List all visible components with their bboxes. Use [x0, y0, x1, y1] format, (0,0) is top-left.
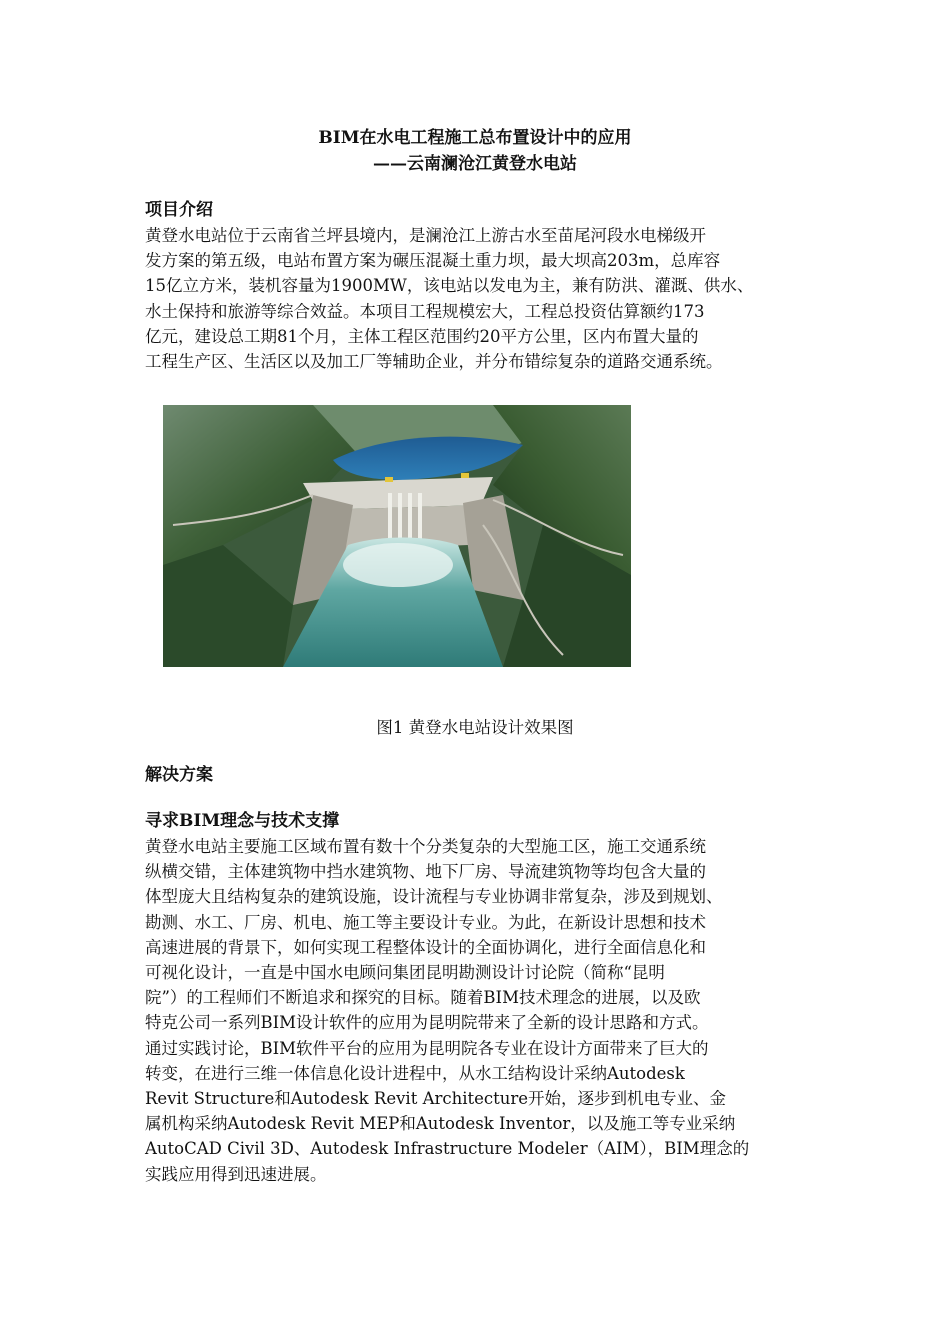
bim-line: 通过实践讨论，BIM软件平台的应用为昆明院各专业在设计方面带来了巨大的 — [145, 1038, 709, 1058]
bim-line: 黄登水电站主要施工区域布置有数十个分类复杂的大型施工区，施工交通系统 — [145, 837, 706, 856]
intro-section — [145, 198, 825, 374]
bim-line: 勘测、水工、厂房、机电、施工等主要设计专业。为此，在新设计思想和技术 — [145, 912, 706, 932]
intro-line: 工程生产区、生活区以及加工厂等辅助企业，并分布错综复杂的道路交通系统。 — [145, 352, 723, 372]
document-subtitle: ——云南澜沧江黄登水电站 — [373, 154, 577, 174]
intro-line: 黄登水电站位于云南省兰坪县境内，是澜沧江上游古水至苗尾河段水电梯级开 — [145, 226, 706, 245]
bim-heading: 寻求BIM理念与技术支撑 — [145, 811, 340, 831]
bim-line: 体型庞大且结构复杂的建筑设施，设计流程与专业协调非常复杂，涉及到规划、 — [145, 887, 723, 907]
bim-section — [145, 809, 825, 1187]
intro-line: 水土保持和旅游等综合效益。本项目工程规模宏大，工程总投资估算额约173 — [145, 301, 705, 321]
dam-rendering-image — [163, 405, 631, 667]
bim-line: AutoCAD Civil 3D、Autodesk Infrastructure Modeler（AIM），BIM理念的 — [145, 1139, 750, 1159]
intro-heading: 项目介绍 — [145, 200, 213, 220]
bim-line: 院”）的工程师们不断追求和探究的目标。随着BIM技术理念的进展，以及欧 — [145, 988, 701, 1008]
dam-illustration — [163, 405, 631, 667]
title-block — [0, 125, 950, 177]
document-title: BIM在水电工程施工总布置设计中的应用 — [318, 128, 632, 148]
bim-paragraph — [145, 834, 825, 1187]
bim-line: 实践应用得到迅速进展。 — [145, 1164, 327, 1184]
bim-line: 可视化设计，一直是中国水电顾问集团昆明勘测设计讨论院（简称“昆明 — [145, 963, 665, 983]
bim-line: 转变，在进行三维一体信息化设计进程中，从水工结构设计采纳Autodesk — [145, 1063, 685, 1083]
intro-line: 15亿立方米，装机容量为1900MW，该电站以发电为主，兼有防洪、灌溉、供水、 — [145, 276, 754, 296]
bim-line: 特克公司一系列BIM设计软件的应用为昆明院带来了全新的设计思路和方式。 — [145, 1013, 709, 1033]
solution-heading: 解决方案 — [145, 765, 213, 785]
intro-paragraph — [145, 223, 825, 374]
bim-line: 属机构采纳Autodesk Revit MEP和Autodesk Inventor，以及施工等专业采纳 — [145, 1114, 736, 1134]
bim-line: Revit Structure和Autodesk Revit Architecture开始，逐步到机电专业、金 — [145, 1089, 727, 1109]
bim-line: 纵横交错，主体建筑物中挡水建筑物、地下厂房、导流建筑物等均包含大量的 — [145, 862, 706, 882]
intro-line: 亿元，建设总工期81个月，主体工程区范围约20平方公里，区内布置大量的 — [145, 326, 699, 346]
intro-line: 发方案的第五级，电站布置方案为碾压混凝土重力坝，最大坝高203m，总库容 — [145, 251, 721, 271]
figure-caption: 图1 黄登水电站设计效果图 — [376, 718, 574, 737]
bim-line: 高速进展的背景下，如何实现工程整体设计的全面协调化，进行全面信息化和 — [145, 937, 706, 957]
solution-section — [145, 763, 825, 788]
